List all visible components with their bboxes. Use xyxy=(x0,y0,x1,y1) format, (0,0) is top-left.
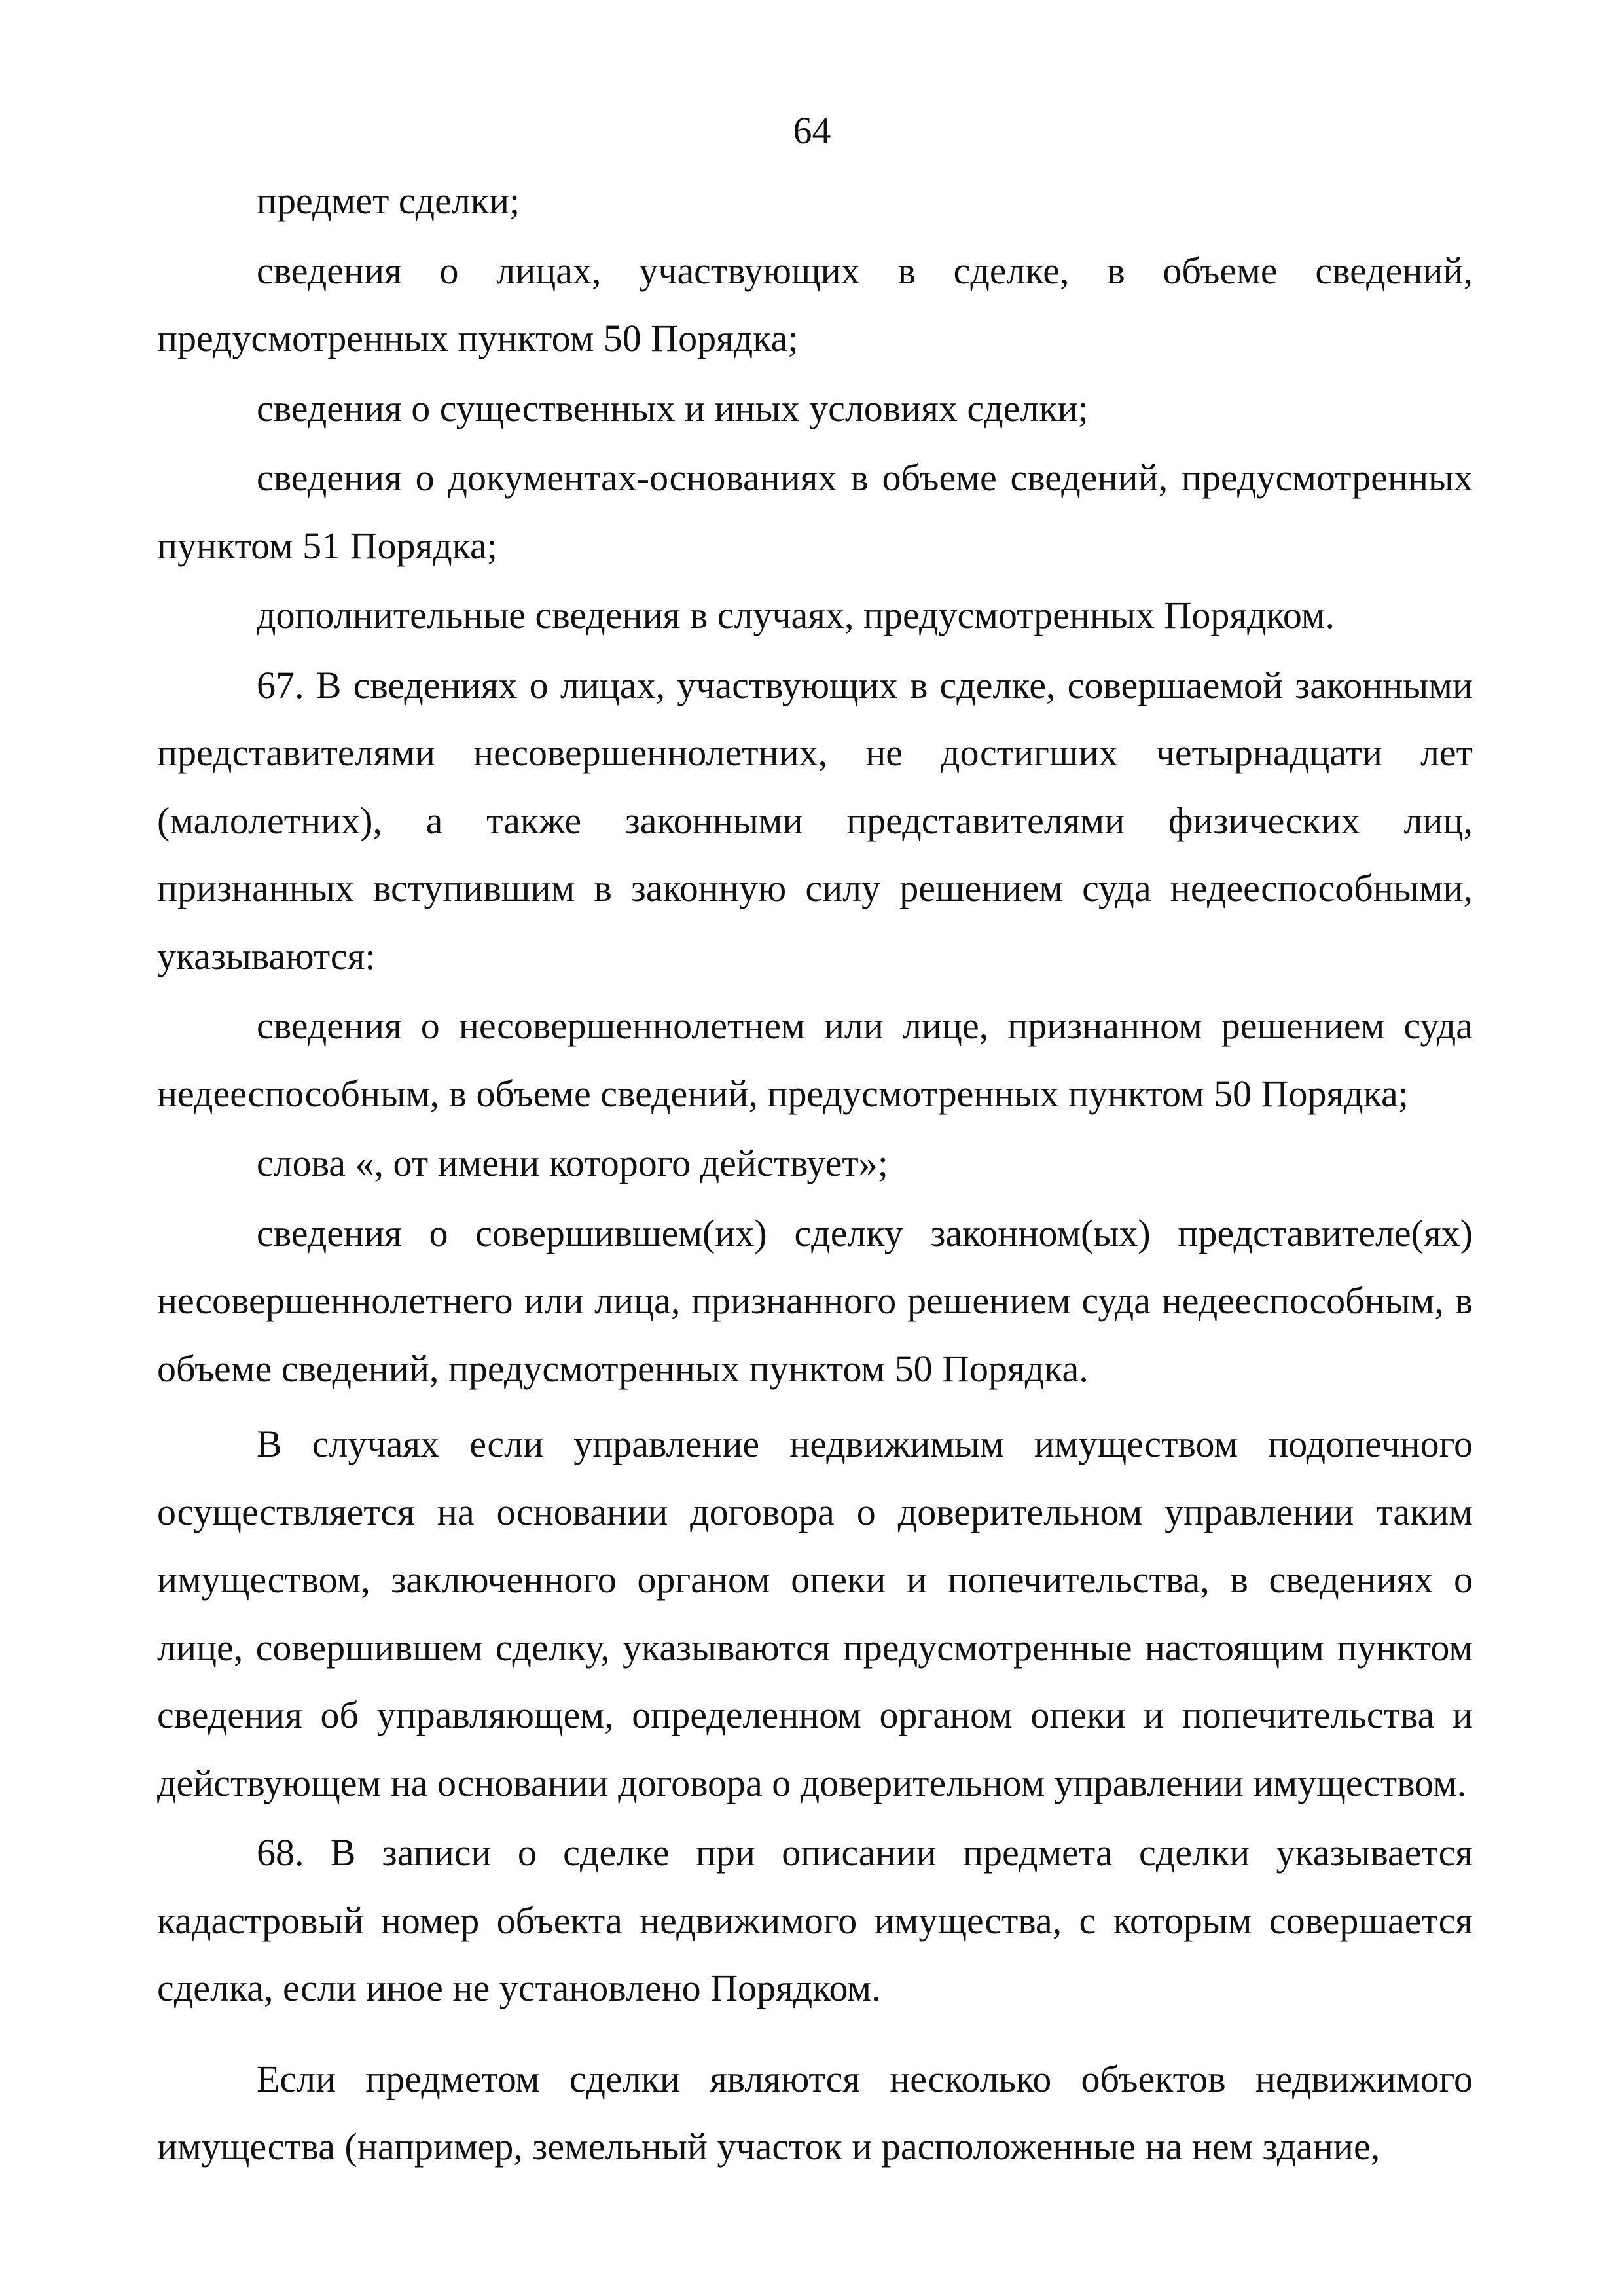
paragraph-conditions: сведения о существенных и иных условиях сделки; xyxy=(257,386,1089,429)
paragraph-multiple-objects: Если предметом сделки являются несколько объектов недвижимого имущества (например, земельный участок и расположенные на нем здание, xyxy=(157,2057,1473,2168)
paragraph-representative-info: сведения о совершившем(их) сделку законном(ых) представителе(ях) несовершеннолетнего или лица, признанного решением суда недееспособным, в объеме сведений, предусмотренных пунктом 50 Порядка. xyxy=(157,1211,1473,1390)
paragraph-68: 68. В записи о сделке при описании предмета сделки указывается кадастровый номер объекта недвижимого имущества, с которым совершается сделка, если иное не установлено Порядком. xyxy=(157,1831,1473,2009)
paragraph-documents: сведения о документах-основаниях в объеме сведений, предусмотренных пунктом 51 Порядка; xyxy=(157,456,1473,567)
paragraph-persons-info: сведения о лицах, участвующих в сделке, в объеме сведений, предусмотренных пунктом 50 Порядка; xyxy=(157,249,1473,359)
paragraph-subject: предмет сделки; xyxy=(257,179,520,222)
paragraph-67: 67. В сведениях о лицах, участвующих в сделке, совершаемой законными представителями несовершеннолетних, не достигших четырнадцати лет (малолетних), а также законными представителями физических лиц, признанных вступившим в законную силу решением суда недееспособными, указываются: xyxy=(157,663,1473,977)
paragraph-minor-info: сведения о несовершеннолетнем или лице, признанном решением суда недееспособным, в объеме сведений, предусмотренных пунктом 50 Порядка; xyxy=(157,1004,1473,1115)
page-number: 64 xyxy=(793,109,831,152)
paragraph-additional: дополнительные сведения в случаях, предусмотренных Порядком. xyxy=(257,594,1335,636)
paragraph-trust-management: В случаях если управление недвижимым имуществом подопечного осуществляется на основании договора о доверительном управлении таким имуществом, заключенного органом опеки и попечительства, в сведениях о лице, совершившем сделку, указываются предусмотренные настоящим пунктом сведения об управляющем, определенном органом опеки и попечительства и действующем на основании договора о доверительном управлении имуществом. xyxy=(157,1423,1473,1804)
paragraph-words: слова «, от имени которого действует»; xyxy=(257,1142,888,1184)
document-body xyxy=(157,167,1473,2181)
